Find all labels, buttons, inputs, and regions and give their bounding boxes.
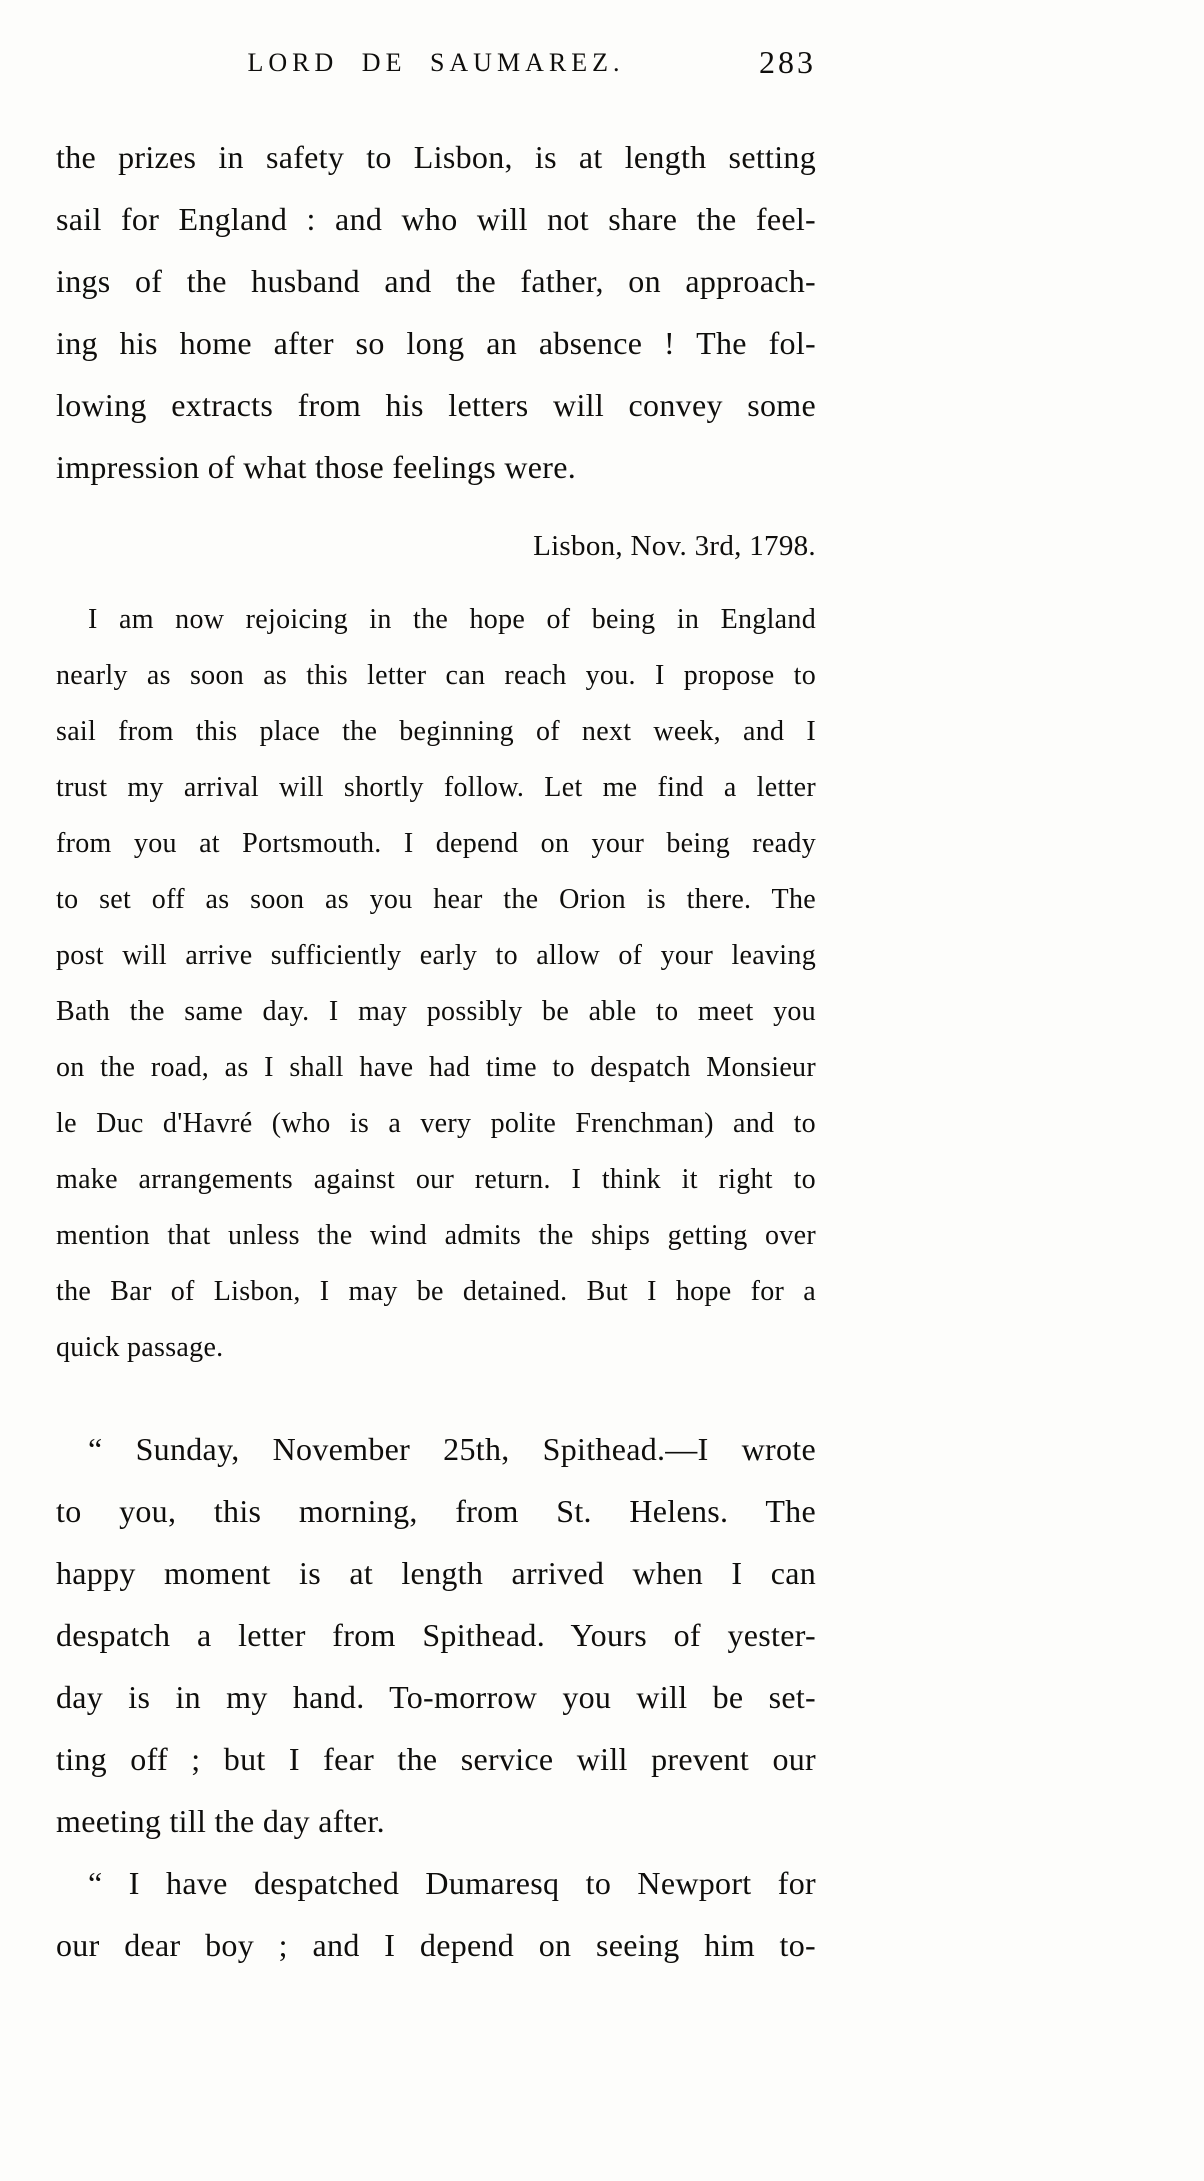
letter-2 [56,1418,816,1852]
text-line: on the road, as I shall have had time to despatch Monsieur [56,1052,816,1083]
text-line: lowing extracts from his letters will convey some [56,387,816,423]
letter-dateline: Lisbon, Nov. 3rd, 1798. [533,530,816,562]
text-column [56,44,816,1976]
text-line: the Bar of Lisbon, I may be detained. But I hope for a [56,1276,816,1307]
text-line: to you, this morning, from St. Helens. The [56,1493,816,1529]
page-number: 283 [759,44,816,80]
text-line: sail for England : and who will not share the feel- [56,201,816,237]
text-line: nearly as soon as this letter can reach you. I propose to [56,660,816,691]
text-line: the prizes in safety to Lisbon, is at length setting [56,139,816,175]
text-line: post will arrive sufficiently early to allow of your leaving [56,940,816,971]
text-line: ting off ; but I fear the service will prevent our [56,1741,816,1777]
text-line: our dear boy ; and I depend on seeing him to- [56,1927,816,1963]
text-line: impression of what those feelings were. [56,449,577,485]
text-line: le Duc d'Havré (who is a very polite Frenchman) and to [56,1108,816,1139]
text-line: trust my arrival will shortly follow. Let me find a letter [56,772,816,803]
text-line: make arrangements against our return. I think it right to [56,1164,816,1195]
text-line: “ I have despatched Dumaresq to Newport for [88,1865,816,1901]
text-line: I am now rejoicing in the hope of being in England [88,604,816,635]
text-line: despatch a letter from Spithead. Yours of yester- [56,1617,816,1653]
text-line: ings of the husband and the father, on approach- [56,263,816,299]
text-line: mention that unless the wind admits the ships getting over [56,1220,816,1251]
text-line: sail from this place the beginning of next week, and I [56,716,816,747]
text-line: meeting till the day after. [56,1803,385,1839]
text-line: quick passage. [56,1332,224,1363]
running-head [56,44,816,82]
page-title: LORD DE SAUMAREZ. [247,48,625,77]
text-line: “ Sunday, November 25th, Spithead.—I wrote [88,1431,816,1467]
text-line: happy moment is at length arrived when I can [56,1555,816,1591]
text-line: to set off as soon as you hear the Orion is there. The [56,884,816,915]
text-line: day is in my hand. To-morrow you will be set- [56,1679,816,1715]
intro-paragraph [56,126,816,498]
letter-2-continued [56,1852,816,1976]
text-line: ing his home after so long an absence ! The fol- [56,325,816,361]
text-line: from you at Portsmouth. I depend on your being ready [56,828,816,859]
letter-1 [56,592,816,1376]
text-line: Bath the same day. I may possibly be able to meet you [56,996,816,1027]
